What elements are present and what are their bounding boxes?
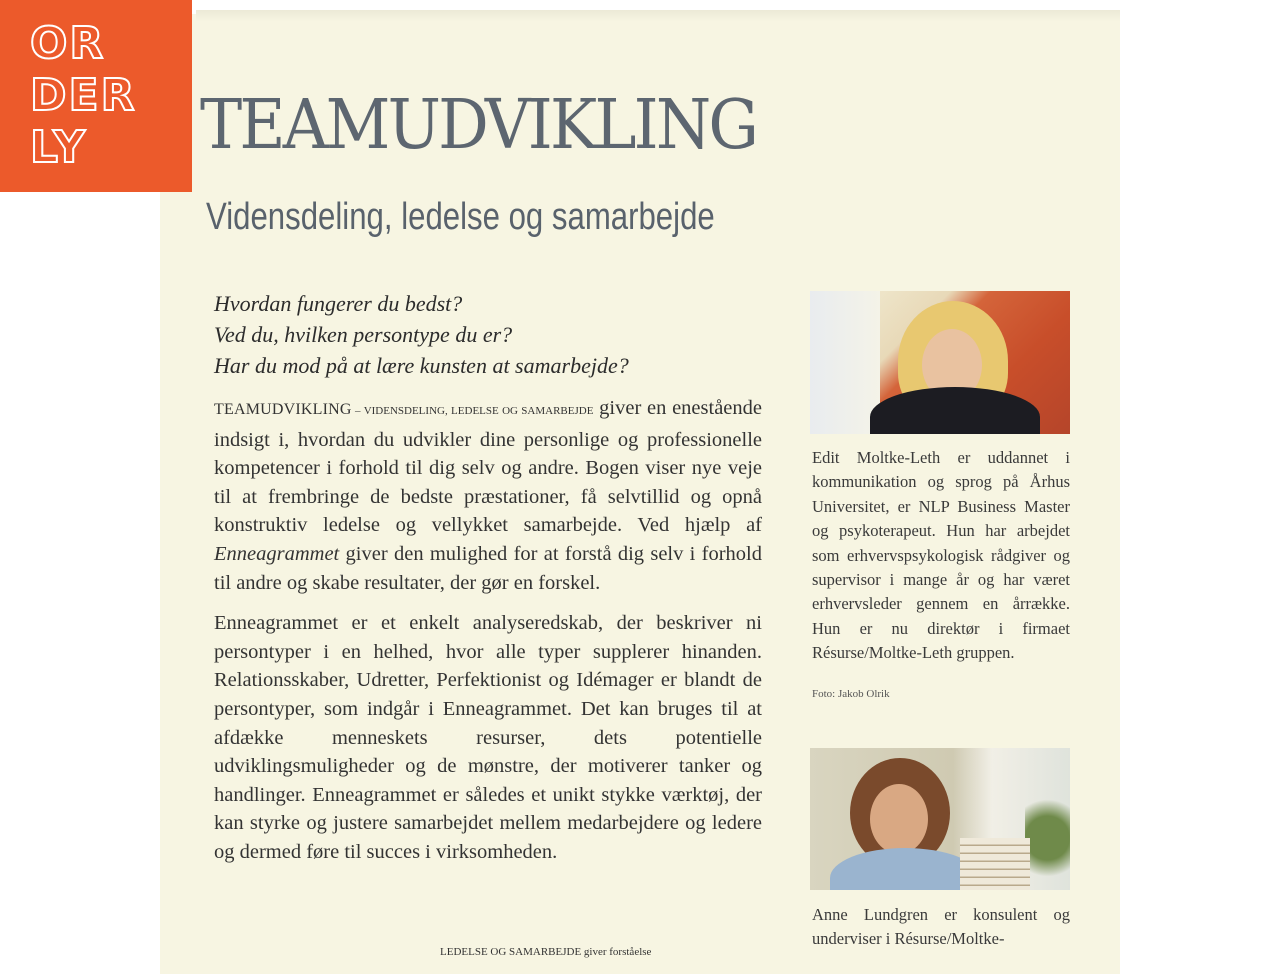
question-1: Hvordan fungerer du bedst? <box>214 291 463 316</box>
paragraph-3-cut: LEDELSE OG SAMARBEJDE giver forståelse <box>440 946 652 958</box>
question-2: Ved du, hvilken persontype du er? <box>214 322 513 347</box>
intro-questions <box>214 288 774 381</box>
photo-credit: Foto: Jakob Olrik <box>812 688 890 700</box>
author-caption-anne: Anne Lundgren er konsulent og underviser i Résurse/Moltke- <box>812 905 1070 949</box>
logo-line-2: DER <box>30 70 137 121</box>
paragraph-2: Enneagrammet er et enkelt analyseredskab, der beskriver ni persontyper i en helhed, hvor alle typer supplerer hinanden. Relationsskaber, Udretter, Perfektionist og Idémager er blandt de persontyper, som indgår i Enneagrammet. Det kan bruges til at afdække menneskets resurser, dets potentielle udviklingsmuligheder og de mønstre, der motiverer tanker og handlinger. Enneagrammet er således et unikt stykke værktøj, der kan styrke og justere samarbejdet mellem medarbejdere og ledere og dermed føre til succes i virksomheden. <box>214 612 762 863</box>
logo-line-3: LY <box>30 122 88 173</box>
author-photo-edit <box>810 291 1070 434</box>
paragraph-1-lead-sub: – VIDENSDELING, LEDELSE OG SAMARBEJDE <box>351 405 594 417</box>
author-photo-anne <box>810 748 1070 890</box>
page-edge <box>196 10 1120 22</box>
paragraph-1-text-b: giver den mulighed for at forstå dig selv i forhold til andre og skabe resultater, der gør en forskel. <box>214 542 762 594</box>
book-subtitle: Vidensdeling, ledelse og samarbejde <box>206 196 715 238</box>
paragraph-1-italic: Enneagrammet <box>214 542 340 565</box>
paragraph-1 <box>214 394 762 597</box>
orderly-logo <box>0 0 192 192</box>
body-text <box>214 394 762 879</box>
book-title: TEAMUDVIKLING <box>200 86 757 165</box>
author-caption-edit: Edit Moltke-Leth er uddannet i kommunikation og sprog på Århus Universitet, er NLP Business Master og psykoterapeut. Hun har arbejdet som erhvervspsykologisk rådgiver og supervisor i mange år og har været erhvervsleder gennem en årrække. Hun er nu direktør i firmaet Résurse/Moltke-Leth gruppen. <box>812 448 1070 663</box>
paragraph-1-text-a: giver en enestående indsigt i, hvordan du udvikler dine personlige og professionelle kompetencer i forhold til dig selv og andre. Bogen viser nye veje til at frembringe de bedste præstationer, få selvtillid og opnå konstruktiv ledelse og vellykket samarbejde. Ved hjælp af <box>214 397 763 537</box>
logo-line-1: OR <box>30 18 106 69</box>
question-3: Har du mod på at lære kunsten at samarbejde? <box>214 353 629 378</box>
paragraph-1-lead: TEAMUDVIKLING <box>214 401 352 418</box>
